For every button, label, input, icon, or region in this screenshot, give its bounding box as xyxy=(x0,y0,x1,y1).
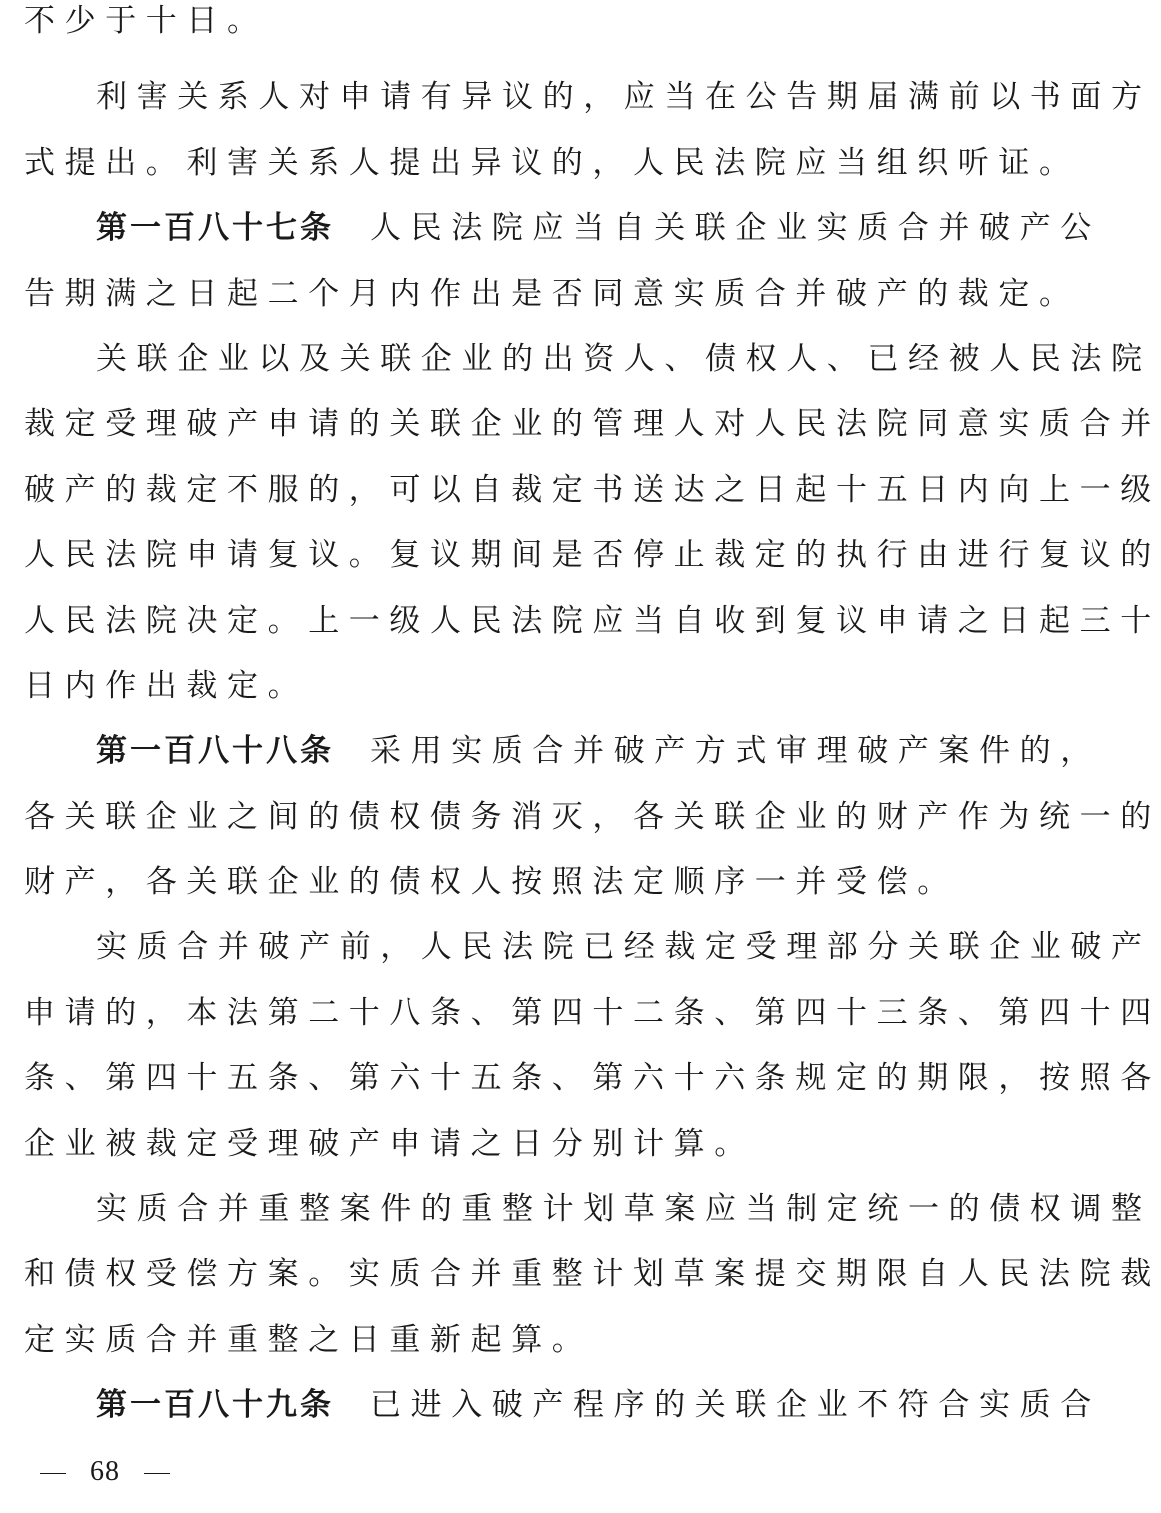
article-188-line xyxy=(24,719,1101,784)
text-line: 实质合并重整案件的重整计划草案应当制定统一的债权调整 xyxy=(96,1191,1152,1228)
article-187-heading: 第一百八十七条 xyxy=(96,210,334,247)
text-line: 各关联企业之间的债权债务消灭，各关联企业的财产作为统一的 xyxy=(24,798,1161,835)
footer-dash-right xyxy=(144,1473,170,1474)
article-187-line xyxy=(24,196,1101,261)
page-footer xyxy=(40,1452,170,1492)
text-line: 日内作出裁定。 xyxy=(24,667,309,704)
article-188-heading: 第一百八十八条 xyxy=(96,733,334,770)
text-line: 财产，各关联企业的债权人按照法定顺序一并受偿。 xyxy=(24,864,958,901)
text-line: 不少于十日。 xyxy=(24,3,268,39)
text-line: 人民法院申请复议。复议期间是否停止裁定的执行由进行复议的 xyxy=(24,537,1161,574)
document-page xyxy=(24,0,1161,1439)
text-line: 和债权受偿方案。实质合并重整计划草案提交期限自人民法院裁 xyxy=(24,1256,1161,1293)
text-line: 条、第四十五条、第六十五条、第六十六条规定的期限，按照各 xyxy=(24,1060,1161,1097)
text-line: 利害关系人对申请有异议的，应当在公告期届满前以书面方 xyxy=(96,79,1152,116)
article-189-heading: 第一百八十九条 xyxy=(96,1387,334,1424)
text-line: 裁定受理破产申请的关联企业的管理人对人民法院同意实质合并 xyxy=(24,406,1161,443)
footer-dash-left xyxy=(40,1473,66,1474)
text-line: 实质合并破产前，人民法院已经裁定受理部分关联企业破产 xyxy=(96,929,1152,966)
text-line: 人民法院决定。上一级人民法院应当自收到复议申请之日起三十 xyxy=(24,602,1161,639)
article-189-line xyxy=(24,1373,1101,1438)
text-span: 采用实质合并破产方式审理破产案件的， xyxy=(370,733,1101,770)
text-span: 已进入破产程序的关联企业不符合实质合 xyxy=(370,1387,1101,1424)
text-line: 定实质合并重整之日重新起算。 xyxy=(24,1321,593,1358)
text-line: 破产的裁定不服的，可以自裁定书送达之日起十五日内向上一级 xyxy=(24,471,1161,508)
text-line: 式提出。利害关系人提出异议的，人民法院应当组织听证。 xyxy=(24,144,1080,181)
text-span: 人民法院应当自关联企业实质合并破产公 xyxy=(370,210,1101,247)
text-line: 告期满之日起二个月内作出是否同意实质合并破产的裁定。 xyxy=(24,275,1080,312)
text-line: 申请的，本法第二十八条、第四十二条、第四十三条、第四十四 xyxy=(24,994,1161,1031)
page-number: 68 xyxy=(90,1456,120,1487)
text-line: 企业被裁定受理破产申请之日分别计算。 xyxy=(24,1125,755,1162)
text-line: 关联企业以及关联企业的出资人、债权人、已经被人民法院 xyxy=(96,340,1152,377)
